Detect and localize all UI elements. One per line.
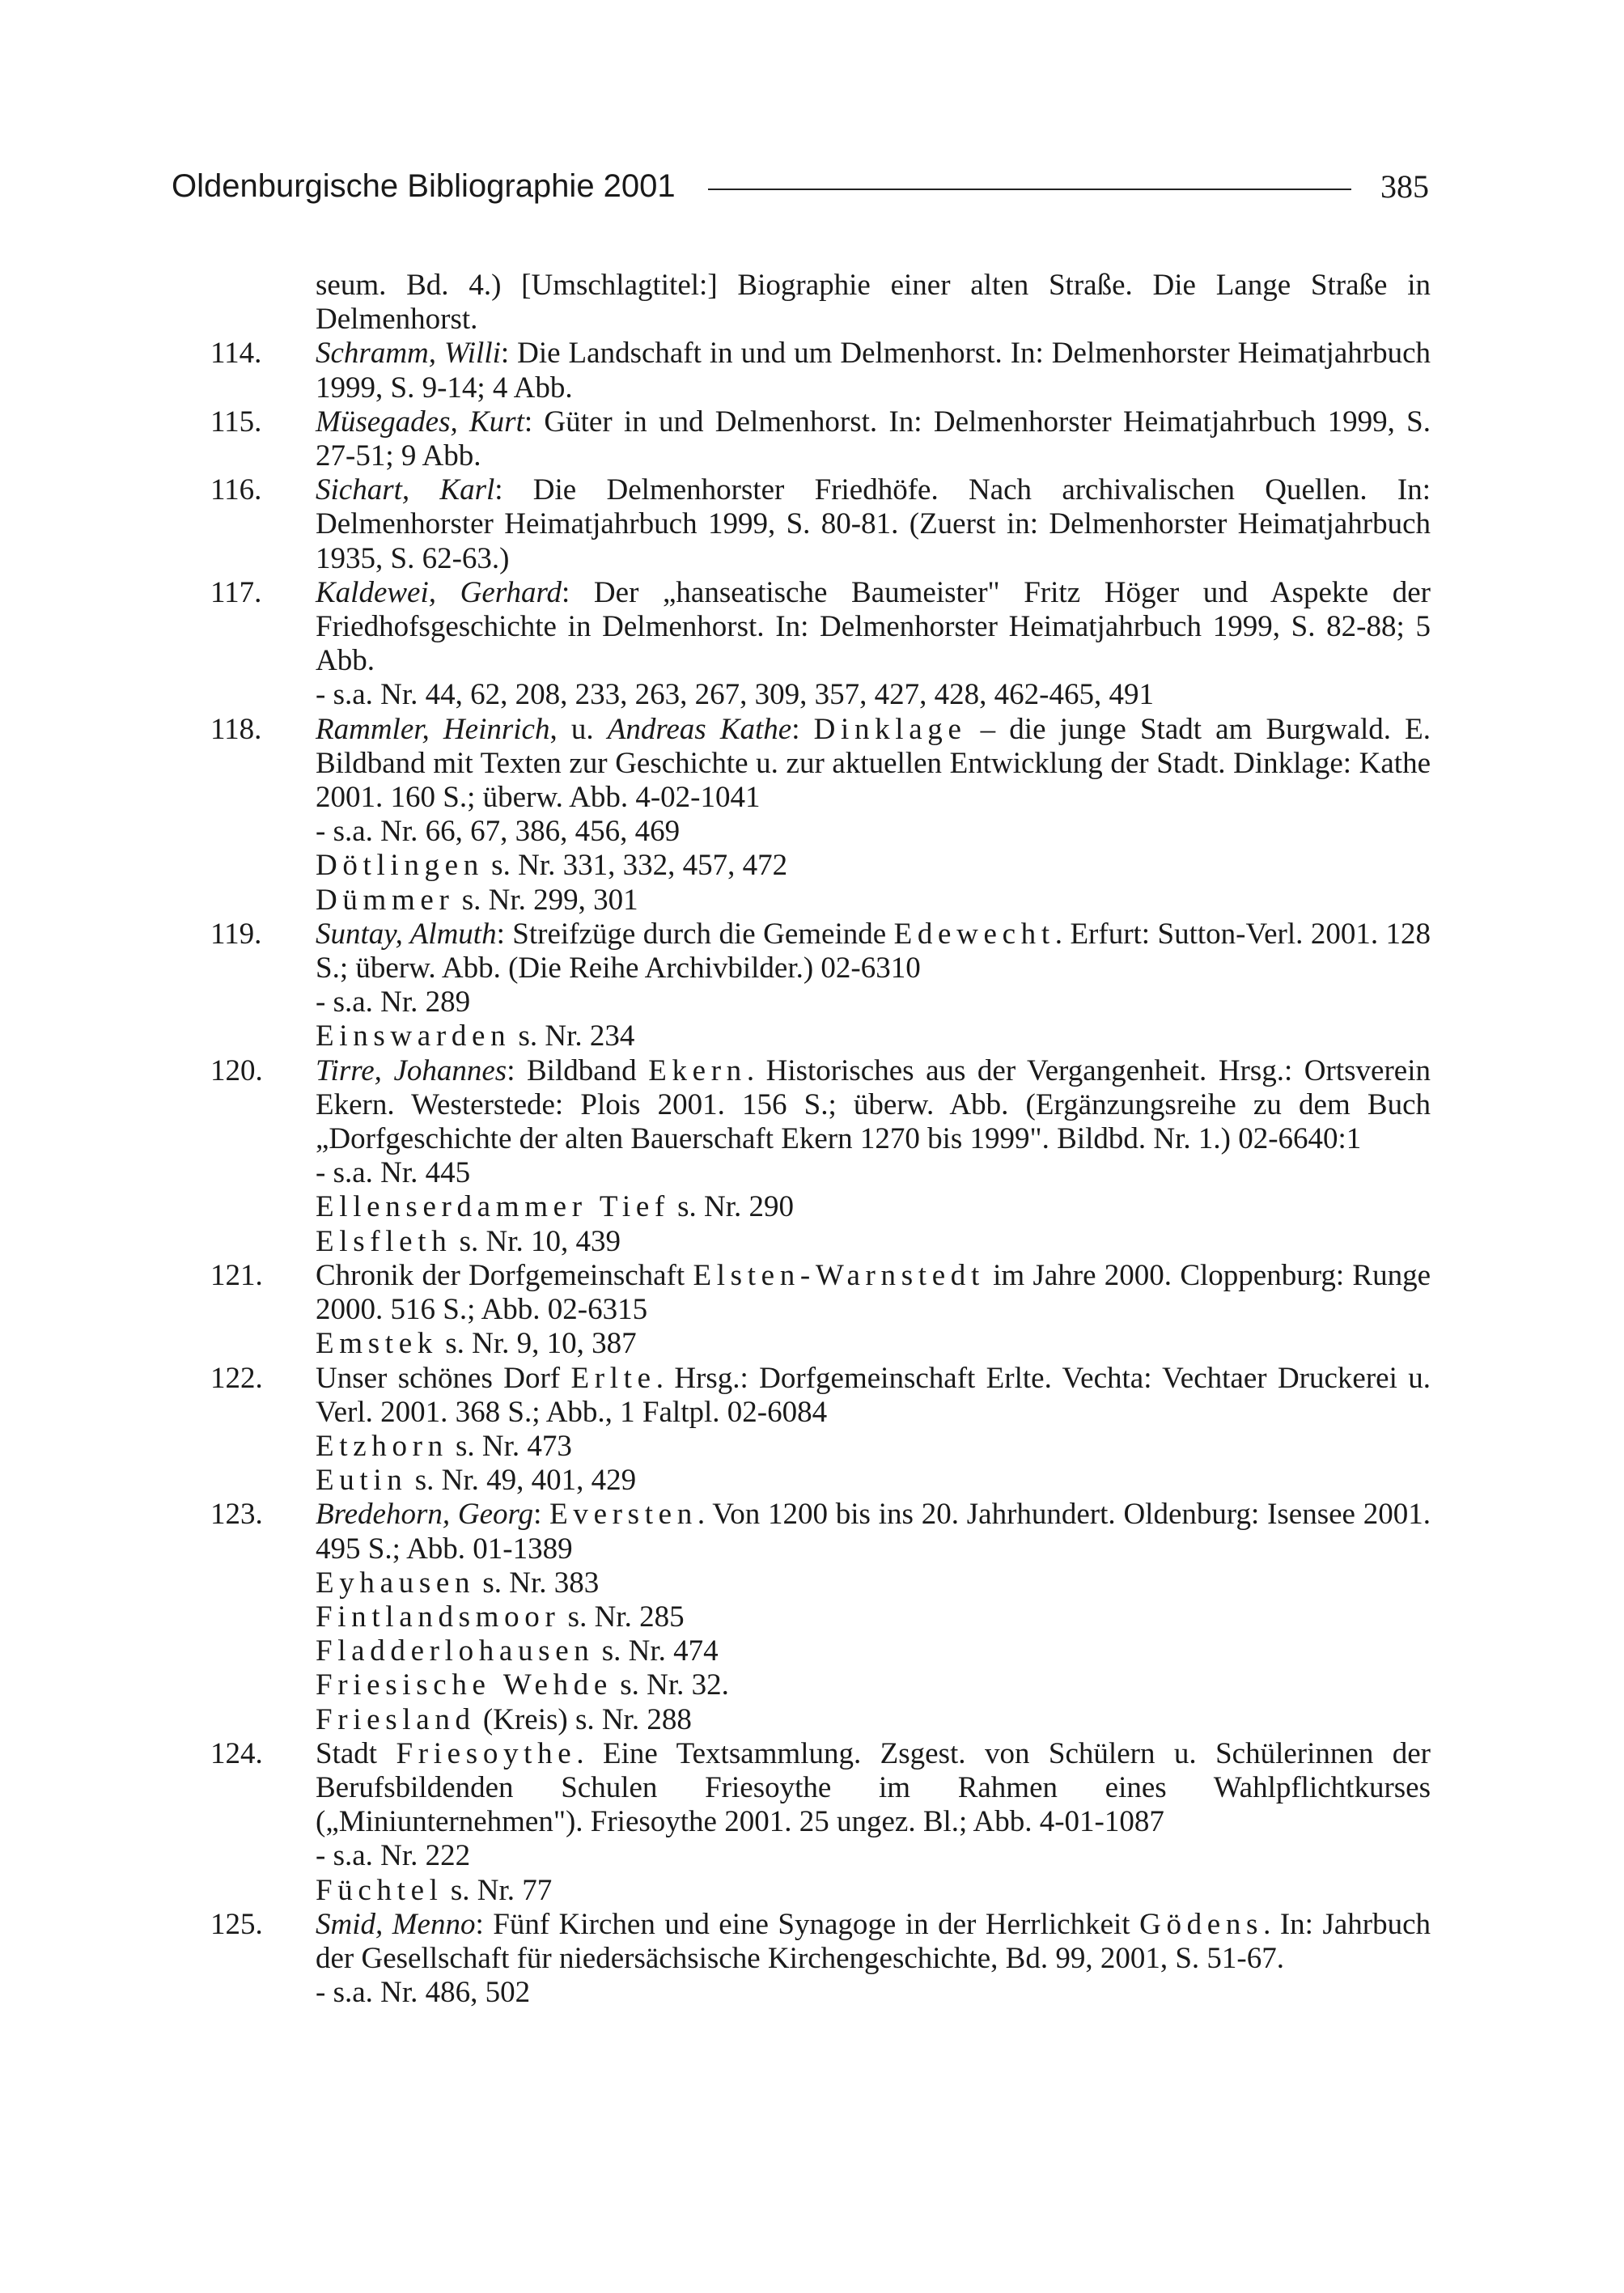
entry-114 (210, 337, 1431, 405)
entry-number: 125. (210, 1907, 263, 1941)
place-name: Füchtel (316, 1873, 443, 1907)
bibliography-entries (210, 269, 1431, 2010)
cross-ref-duemmer: Dümmer s. Nr. 299, 301 (316, 883, 638, 917)
place-name: Dinklage (813, 712, 967, 746)
see-also-119: - s.a. Nr. 289 (316, 985, 471, 1019)
entry-text: : Die Landschaft in und um Delmenhorst. In: Delmenhorster Heimatjahrbuch 1999, S. 9-14; 4 Abb. (316, 337, 1431, 405)
entry-text: . Erfurt: Sutton-Verl. 2001. 128 S.; überw. Abb. (Die Reihe Archivbilder.) 02-6310 (316, 917, 1431, 985)
place-name: Eversten (549, 1498, 698, 1532)
entry-text: : Güter in und Delmenhorst. In: Delmenhorster Heimatjahrbuch 1999, S. 27-51; 9 Abb. (316, 405, 1431, 473)
entry-author: Tirre, Johannes (316, 1053, 507, 1087)
cross-ref-fintlandsmoor: Fintlandsmoor s. Nr. 285 (316, 1600, 685, 1634)
cross-ref-elsfleth: Elsfleth s. Nr. 10, 439 (316, 1224, 621, 1258)
place-name: Edewecht (893, 917, 1055, 951)
entry-number: 120. (210, 1053, 263, 1087)
place-name: Friesland (316, 1702, 476, 1736)
cross-ref-emstek: Emstek s. Nr. 9, 10, 387 (316, 1327, 637, 1361)
entry-author: Smid, Menno (316, 1907, 476, 1941)
place-name: Eyhausen (316, 1566, 476, 1600)
entry-117 (210, 576, 1431, 679)
entry-number: 122. (210, 1361, 263, 1395)
entry-number: 123. (210, 1498, 263, 1532)
entry-coauthor: Andreas Kathe (607, 712, 792, 746)
entry-125: 125. Smid, Menno: Fünf Kirchen und eine Synagoge in der Herrlichkeit Gödens. In: Jahrbuch der Gesellschaft für niedersächsische Kirchengeschichte, Bd. 99, 2001, S. 51-67. (210, 1907, 1431, 1975)
entry-text: . Hrsg.: Dorfgemeinschaft Erlte. Vechta: Vechtaer Druckerei u. Verl. 2001. 368 S.; Abb., 1 Faltpl. 02-6084 (316, 1361, 1431, 1429)
place-name: Ekern (648, 1053, 747, 1087)
place-name: Fladderlohausen (316, 1634, 595, 1668)
place-name: Ellenserdammer Tief (316, 1190, 670, 1224)
place-name: Dümmer (316, 883, 455, 917)
entry-119: 119. Suntay, Almuth: Streifzüge durch die Gemeinde Edewecht. Erfurt: Sutton-Verl. 2001. 128 S.; überw. Abb. (Die Reihe Archivbilder.) 02-6310 (210, 917, 1431, 985)
entry-text: . In: Jahrbuch der Gesellschaft für niedersächsische Kirchengeschichte, Bd. 99, 2001, S. 51-67. (316, 1907, 1431, 1975)
entry-text: seum. Bd. 4.) [Umschlagtitel:] Biographie einer alten Straße. Die Lange Straße in Delmenhorst. (316, 269, 1431, 337)
see-also-124: - s.a. Nr. 222 (316, 1839, 471, 1873)
entry-text: im Jahre 2000. Cloppenburg: Runge 2000. 516 S.; Abb. 02-6315 (316, 1258, 1431, 1327)
cross-ref-doetlingen: Dötlingen s. Nr. 331, 332, 457, 472 (316, 849, 788, 883)
entry-number: 121. (210, 1258, 263, 1292)
cross-ref-fladderlohausen: Fladderlohausen s. Nr. 474 (316, 1634, 719, 1668)
entry-number: 118. (210, 712, 262, 746)
entry-text: : Die Delmenhorster Friedhöfe. Nach archivalischen Quellen. In: Delmenhorster Heimatjahrbuch 1999, S. 80-81. (Zuerst in: Delmenhorster Heimatjahrbuch 1935, S. 62-63.) (316, 473, 1431, 575)
entry-123: 123. Bredehorn, Georg: Eversten. Von 1200 bis ins 20. Jahrhundert. Oldenburg: Isensee 2001. 495 S.; Abb. 01-1389 (210, 1498, 1431, 1566)
entry-number: 115. (210, 405, 262, 439)
header-rule (708, 189, 1351, 190)
page-number: 385 (1380, 167, 1429, 205)
entry-text: : Der „hanseatische Baumeister" Fritz Höger und Aspekte der Friedhofsgeschichte in Delmenhorst. In: Delmenhorster Heimatjahrbuch 1999, S. 82-88; 5 Abb. (316, 575, 1431, 678)
entry-author: Rammler, Heinrich (316, 712, 550, 746)
place-name: Einswarden (316, 1019, 511, 1053)
cross-ref-friesland: Friesland (Kreis) s. Nr. 288 (316, 1702, 692, 1736)
entry-120: 120. Tirre, Johannes: Bildband Ekern. Historisches aus der Vergangenheit. Hrsg.: Ortsverein Ekern. Westerstede: Plois 2001. 156 S.; überw. Abb. (Ergänzungsreihe zu dem Buch „Dorfgeschichte der alten Bauerschaft Ekern 1270 bis 1999". Bildbd. Nr. 1.) 02-6640:1 (210, 1053, 1431, 1156)
place-name: Friesoythe (396, 1736, 577, 1770)
entry-number: 124. (210, 1736, 263, 1770)
entry-text: . Eine Textsammlung. Zsgest. von Schülern u. Schülerinnen der Berufsbildenden Schulen Friesoythe im Rahmen eines Wahlpflichtkurses („Miniunternehmen"). Friesoythe 2001. 25 ungez. Bl.; Abb. 4-01-1087 (316, 1736, 1431, 1839)
entry-115 (210, 405, 1431, 473)
entry-number: 117. (210, 575, 262, 609)
entry-text: . Historisches aus der Vergangenheit. Hrsg.: Ortsverein Ekern. Westerstede: Plois 2001. 156 S.; überw. Abb. (Ergänzungsreihe zu dem Buch „Dorfgeschichte der alten Bauerschaft Ekern 1270 bis 1999". Bildbd. Nr. 1.) 02-6640:1 (316, 1053, 1431, 1156)
place-name: Fintlandsmoor (316, 1600, 561, 1634)
entry-121: 121. Chronik der Dorfgemeinschaft Elsten-Warnstedt im Jahre 2000. Cloppenburg: Runge 2000. 516 S.; Abb. 02-6315 (210, 1258, 1431, 1327)
place-name: Dötlingen (316, 849, 484, 883)
place-name: Gödens (1139, 1907, 1264, 1941)
cross-ref-eyhausen: Eyhausen s. Nr. 383 (316, 1566, 600, 1600)
entry-number: 116. (210, 473, 262, 507)
place-name: Elsten-Warnstedt (693, 1258, 985, 1292)
entry-author: Schramm, Willi (316, 337, 501, 371)
place-name: Etzhorn (316, 1429, 448, 1463)
place-name: Erlte (570, 1361, 656, 1395)
entry-124: 124. Stadt Friesoythe. Eine Textsammlung. Zsgest. von Schülern u. Schülerinnen der Berufsbildenden Schulen Friesoythe im Rahmen eines Wahlpflichtkurses („Miniunternehmen"). Friesoythe 2001. 25 ungez. Bl.; Abb. 4-01-1087 (210, 1736, 1431, 1839)
place-name: Friesische Wehde (316, 1668, 613, 1702)
entry-text: – die junge Stadt am Burgwald. E. Bildband mit Texten zur Geschichte u. zur aktuellen Entwicklung der Stadt. Dinklage: Kathe 2001. 160 S.; überw. Abb. 4-02-1041 (316, 712, 1431, 815)
cross-ref-fuechtel: Füchtel s. Nr. 77 (316, 1873, 553, 1907)
entry-author: Sichart, Karl (316, 473, 495, 507)
entry-number: 119. (210, 917, 262, 951)
entry-author: Kaldewei, Gerhard (316, 575, 562, 609)
cross-ref-einswarden: Einswarden s. Nr. 234 (316, 1019, 635, 1053)
cross-ref-friesische-wehde: Friesische Wehde s. Nr. 32. (316, 1668, 729, 1702)
cross-ref-ellenserdammer: Ellenserdammer Tief s. Nr. 290 (316, 1190, 795, 1224)
cross-ref-eutin: Eutin s. Nr. 49, 401, 429 (316, 1464, 637, 1498)
cross-ref-etzhorn: Etzhorn s. Nr. 473 (316, 1429, 572, 1463)
running-head (172, 162, 1429, 210)
place-name: Eutin (316, 1464, 408, 1498)
entry-122: 122. Unser schönes Dorf Erlte. Hrsg.: Dorfgemeinschaft Erlte. Vechta: Vechtaer Druckerei u. Verl. 2001. 368 S.; Abb., 1 Faltpl. 02-6084 (210, 1361, 1431, 1429)
see-also-117: - s.a. Nr. 44, 62, 208, 233, 263, 267, 309, 357, 427, 428, 462-465, 491 (316, 678, 1154, 712)
see-also-120: - s.a. Nr. 445 (316, 1156, 471, 1190)
entry-text: . Von 1200 bis ins 20. Jahrhundert. Oldenburg: Isensee 2001. 495 S.; Abb. 01-1389 (316, 1498, 1431, 1566)
entry-continuation (210, 269, 1431, 337)
place-name: Emstek (316, 1327, 438, 1361)
see-also-125: - s.a. Nr. 486, 502 (316, 1976, 531, 2010)
place-name: Elsfleth (316, 1224, 452, 1258)
running-title: Oldenburgische Bibliographie 2001 (172, 167, 676, 204)
see-also-118: - s.a. Nr. 66, 67, 386, 456, 469 (316, 815, 681, 849)
entry-author: Bredehorn, Georg (316, 1498, 534, 1532)
entry-author: Suntay, Almuth (316, 917, 497, 951)
entry-118: 118. Rammler, Heinrich, u. Andreas Kathe: Dinklage – die junge Stadt am Burgwald. E. Bildband mit Texten zur Geschichte u. zur aktuellen Entwicklung der Stadt. Dinklage: Kathe 2001. 160 S.; überw. Abb. 4-02-1041 (210, 712, 1431, 815)
entry-116 (210, 473, 1431, 576)
entry-number: 114. (210, 337, 262, 371)
entry-author: Müsegades, Kurt (316, 405, 524, 439)
